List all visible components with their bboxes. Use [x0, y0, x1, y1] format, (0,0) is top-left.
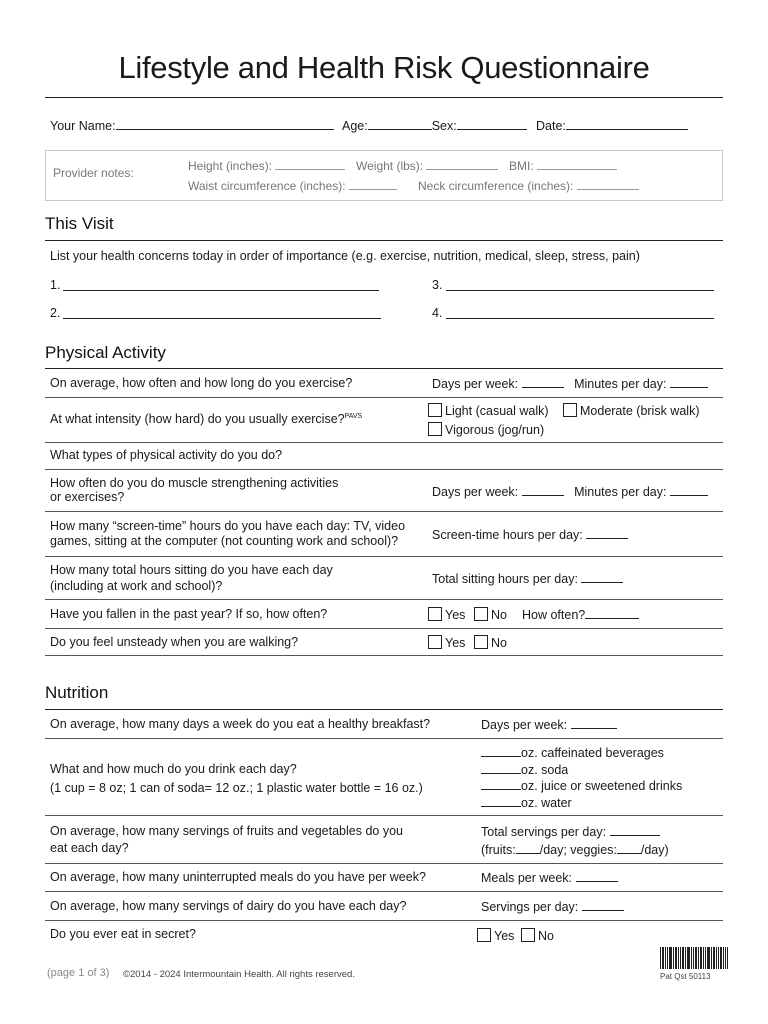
pa-q8: Do you feel unsteady when you are walking?	[50, 635, 299, 649]
secret-yes-option[interactable]	[477, 928, 514, 943]
pa-q3: What types of physical activity do you do?	[50, 448, 283, 462]
concern-1-line[interactable]	[63, 290, 379, 291]
pa-q4	[50, 476, 338, 504]
pa-divider	[45, 368, 723, 369]
form-code: Pat Qst 50113	[660, 972, 711, 981]
unsteady-no-option[interactable]	[474, 635, 507, 650]
pa-q4-line2: or exercises?	[50, 490, 125, 504]
how-often-label: How often?	[522, 608, 586, 622]
total-servings-blank[interactable]	[610, 824, 660, 836]
nu-q5: On average, how many servings of dairy do you have each day?	[50, 899, 407, 913]
pa-q1: On average, how often and how long do you exercise?	[50, 376, 353, 390]
name-blank[interactable]	[116, 118, 334, 130]
pa-q5-line2: games, sitting at the computer (not counting work and school)?	[50, 534, 399, 548]
water-label: oz. water	[521, 795, 572, 810]
height-label: Height (inches):	[188, 159, 273, 173]
name-field[interactable]	[50, 118, 334, 133]
pa-a5[interactable]	[432, 527, 628, 542]
pa-q4-line1: How often do you do muscle strengthening activities	[50, 476, 339, 490]
screen-time-label: Screen-time hours per day:	[432, 528, 583, 542]
how-often-blank[interactable]	[585, 607, 639, 619]
strength-days-label: Days per week:	[432, 485, 519, 499]
nu-q3	[50, 823, 403, 857]
nu-a5[interactable]	[481, 899, 624, 914]
unsteady-no-label: No	[491, 636, 507, 650]
concern-2-line[interactable]	[63, 318, 381, 319]
pa-a1[interactable]	[432, 376, 708, 391]
fallen-yes-checkbox[interactable]	[428, 607, 442, 621]
soda-label: oz. soda	[521, 762, 569, 777]
row-divider	[45, 863, 723, 864]
nu-q2-line1: What and how much do you drink each day?	[50, 762, 297, 776]
concerns-prompt: List your health concerns today in order of importance (e.g. exercise, nutrition, medical, sleep, stress, pain)	[50, 249, 640, 263]
row-divider	[45, 655, 723, 656]
row-divider	[45, 920, 723, 921]
pa-a4[interactable]	[432, 484, 708, 499]
intensity-moderate-option[interactable]	[563, 403, 699, 418]
fruits-veggies-row[interactable]	[481, 841, 669, 859]
juice-label: oz. juice or sweetened drinks	[521, 779, 683, 793]
secret-no-option[interactable]	[521, 928, 554, 943]
pa-q2-text: At what intensity (how hard) do you usually exercise?	[50, 412, 345, 426]
date-blank[interactable]	[566, 118, 688, 130]
intensity-vigorous-option[interactable]	[428, 422, 544, 437]
pa-q5-line1: How many “screen-time” hours do you have each day: TV, video	[50, 519, 406, 533]
row-divider	[45, 599, 723, 600]
nutrition-heading: Nutrition	[45, 683, 109, 702]
height-blank[interactable]	[275, 158, 345, 170]
page-number: (page 1 of 3)	[47, 967, 110, 979]
concern-4-number: 4.	[432, 306, 443, 320]
sitting-hours-label: Total sitting hours per day:	[432, 572, 578, 586]
intensity-light-option[interactable]	[428, 403, 549, 418]
nu-q1: On average, how many days a week do you eat a healthy breakfast?	[50, 717, 431, 731]
fallen-no-label: No	[491, 608, 507, 622]
concern-2-number: 2.	[50, 306, 61, 320]
juice-row[interactable]	[481, 778, 682, 795]
unsteady-yes-label: Yes	[445, 636, 466, 650]
dairy-servings-blank[interactable]	[582, 899, 624, 911]
pavs-superscript: PAVS	[344, 412, 363, 420]
juice-blank[interactable]	[481, 778, 521, 790]
weight-blank[interactable]	[426, 158, 498, 170]
sex-label: Sex:	[431, 119, 457, 133]
meals-per-week-label: Meals per week:	[481, 871, 573, 885]
breakfast-days-blank[interactable]	[571, 717, 617, 729]
drinks-list	[481, 745, 682, 811]
vigorous-checkbox[interactable]	[428, 422, 442, 436]
fruits-blank[interactable]	[516, 842, 540, 854]
pa-q5	[50, 519, 405, 549]
physical-activity-heading: Physical Activity	[45, 343, 166, 362]
per-day-label: /day)	[640, 843, 669, 857]
row-divider	[45, 556, 723, 557]
nu-q4: On average, how many uninterrupted meals do you have per week?	[50, 870, 426, 884]
water-blank[interactable]	[481, 795, 521, 807]
strength-minutes-blank[interactable]	[670, 484, 708, 496]
provider-notes-label: Provider notes:	[53, 166, 134, 180]
fruits-label: (fruits:	[481, 843, 516, 857]
waist-label: Waist circumference (inches):	[188, 179, 346, 193]
moderate-label: Moderate (brisk walk)	[580, 404, 700, 418]
provider-neck[interactable]	[418, 178, 639, 193]
veggies-blank[interactable]	[617, 842, 641, 854]
breakfast-days-label: Days per week:	[481, 718, 568, 732]
copyright: ©2014 - 2024 Intermountain Health. All rights reserved.	[123, 969, 355, 980]
row-divider	[45, 738, 723, 739]
row-divider	[45, 469, 723, 470]
neck-label: Neck circumference (inches):	[418, 179, 574, 193]
waist-blank[interactable]	[349, 178, 397, 190]
nu-q3-line1: On average, how many servings of fruits and vegetables do you	[50, 824, 403, 838]
concern-1-number: 1.	[50, 278, 61, 292]
water-row[interactable]	[481, 795, 682, 812]
veggies-label: /day; veggies:	[539, 843, 617, 857]
provider-waist[interactable]	[188, 178, 397, 193]
concern-3-line[interactable]	[446, 290, 714, 291]
secret-no-checkbox[interactable]	[521, 928, 535, 942]
age-field[interactable]	[342, 118, 527, 133]
unsteady-no-checkbox[interactable]	[474, 635, 488, 649]
date-field[interactable]	[536, 118, 688, 133]
fallen-yes-option[interactable]	[428, 607, 465, 622]
sex-blank[interactable]	[457, 118, 527, 130]
fallen-no-checkbox[interactable]	[474, 607, 488, 621]
strength-days-blank[interactable]	[522, 484, 564, 496]
row-divider	[45, 628, 723, 629]
total-servings-row[interactable]	[481, 823, 669, 841]
sitting-hours-blank[interactable]	[581, 571, 623, 583]
bmi-blank[interactable]	[537, 158, 617, 170]
light-label: Light (casual walk)	[445, 404, 549, 418]
nu-a1[interactable]	[481, 717, 617, 732]
bmi-label: BMI:	[509, 159, 534, 173]
minutes-per-day-label: Minutes per day:	[574, 377, 667, 391]
secret-no-label: No	[538, 929, 554, 943]
age-label: Age:	[342, 119, 368, 133]
pa-q6-line1: How many total hours sitting do you have each day	[50, 563, 333, 577]
row-divider	[45, 511, 723, 512]
secret-yes-label: Yes	[494, 929, 515, 943]
how-often-field[interactable]	[522, 607, 639, 622]
days-per-week-label: Days per week:	[432, 377, 519, 391]
fallen-yes-label: Yes	[445, 608, 466, 622]
pa-q6	[50, 562, 333, 594]
provider-bmi[interactable]	[509, 158, 617, 173]
screen-time-blank[interactable]	[586, 527, 628, 539]
meals-per-week-blank[interactable]	[576, 870, 618, 882]
strength-minutes-label: Minutes per day:	[574, 485, 667, 499]
pa-a6[interactable]	[432, 571, 623, 586]
row-divider	[45, 891, 723, 892]
pa-q7: Have you fallen in the past year? If so, how often?	[50, 607, 328, 621]
pa-q6-line2: (including at work and school)?	[50, 579, 223, 593]
this-visit-divider	[45, 240, 723, 241]
nu-q3-line2: eat each day?	[50, 841, 129, 855]
title-divider	[45, 97, 723, 98]
caffeine-row[interactable]	[481, 745, 682, 762]
days-per-week-blank[interactable]	[522, 376, 564, 388]
dairy-servings-label: Servings per day:	[481, 900, 579, 914]
nu-a4[interactable]	[481, 870, 618, 885]
nutrition-divider	[45, 709, 723, 710]
nu-q2-line2: (1 cup = 8 oz; 1 can of soda= 12 oz.; 1 plastic water bottle = 16 oz.)	[50, 781, 423, 795]
row-divider	[45, 815, 723, 816]
soda-blank[interactable]	[481, 762, 521, 774]
unsteady-yes-checkbox[interactable]	[428, 635, 442, 649]
row-divider	[45, 397, 723, 398]
nu-q2	[50, 760, 423, 798]
soda-row[interactable]	[481, 762, 682, 779]
barcode-icon	[660, 947, 728, 969]
provider-height[interactable]	[188, 158, 345, 173]
nu-q6: Do you ever eat in secret?	[50, 927, 196, 941]
unsteady-yes-option[interactable]	[428, 635, 465, 650]
concern-3-number: 3.	[432, 278, 443, 292]
caffeine-blank[interactable]	[481, 745, 521, 757]
name-label: Your Name:	[50, 119, 116, 133]
minutes-per-day-blank[interactable]	[670, 376, 708, 388]
neck-blank[interactable]	[577, 178, 639, 190]
moderate-checkbox[interactable]	[563, 403, 577, 417]
secret-yes-checkbox[interactable]	[477, 928, 491, 942]
caffeine-label: oz. caffeinated beverages	[521, 746, 664, 760]
pa-q2	[50, 412, 362, 426]
total-servings-label: Total servings per day:	[481, 825, 607, 839]
light-checkbox[interactable]	[428, 403, 442, 417]
age-blank[interactable]	[368, 118, 432, 130]
date-label: Date:	[536, 119, 566, 133]
weight-label: Weight (lbs):	[356, 159, 424, 173]
this-visit-heading: This Visit	[45, 214, 114, 233]
fallen-no-option[interactable]	[474, 607, 507, 622]
concern-4-line[interactable]	[446, 318, 714, 319]
provider-weight[interactable]	[356, 158, 498, 173]
vigorous-label: Vigorous (jog/run)	[445, 423, 545, 437]
nu-a3	[481, 823, 669, 859]
row-divider	[45, 442, 723, 443]
page-title: Lifestyle and Health Risk Questionnaire	[118, 50, 650, 85]
